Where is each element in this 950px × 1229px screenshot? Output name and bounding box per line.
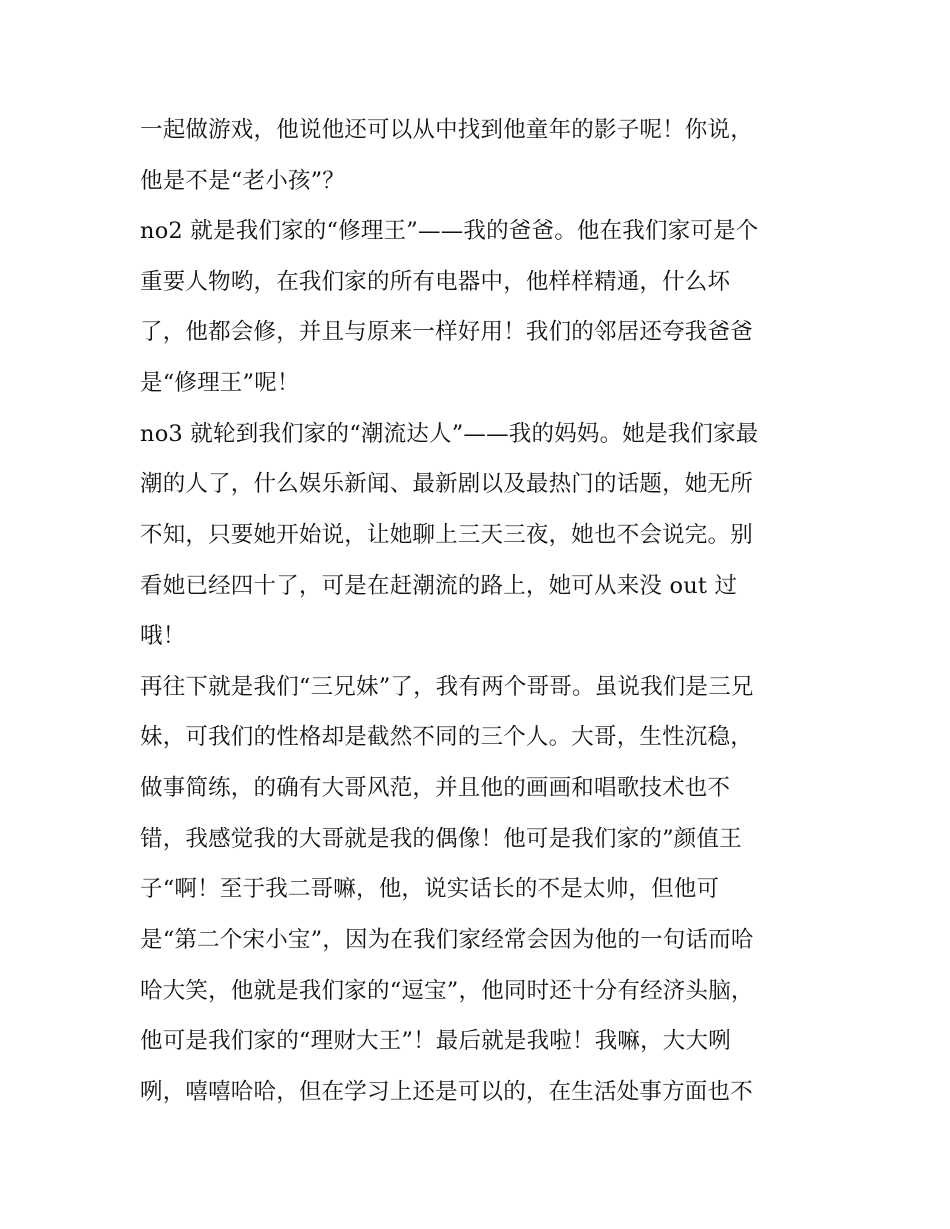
text-line-11: 哦！ <box>140 623 186 649</box>
text-line-18: 哈大笑，他就是我们家的“逗宝”，他同时还十分有经济头脑， <box>140 978 754 1004</box>
text-line-4: 重要人物哟，在我们家的所有电器中，他样样精通，什么坏 <box>140 269 731 295</box>
text-line-6: 是“修理王”呢！ <box>140 370 300 396</box>
text-line-9: 不知，只要她开始说，让她聊上三天三夜，她也不会说完。别 <box>140 522 753 548</box>
text-line-14: 做事简练，的确有大哥风范，并且他的画画和唱歌技术也不 <box>140 775 731 801</box>
text-line-7: no3 就轮到我们家的“潮流达人”——我的妈妈。她是我们家最 <box>140 421 759 447</box>
text-line-1: 一起做游戏，他说他还可以从中找到他童年的影子呢！你说， <box>140 117 753 143</box>
text-line-2: 他是不是“老小孩”？ <box>140 168 346 194</box>
text-line-20: 咧，嘻嘻哈哈，但在学习上还是可以的，在生活处事方面也不 <box>140 1079 753 1105</box>
text-line-3: no2 就是我们家的“修理王”——我的爸爸。他在我们家可是个 <box>140 218 759 244</box>
text-line-17: 是“第二个宋小宝”，因为在我们家经常会因为他的一句话而哈 <box>140 927 754 953</box>
text-line-10: 看她已经四十了，可是在赶潮流的路上，她可从来没 out 过 <box>140 573 738 599</box>
text-line-8: 潮的人了，什么娱乐新闻、最新剧以及最热门的话题，她无所 <box>140 471 753 497</box>
text-line-16: 子“啊！至于我二哥嘛，他，说实话长的不是太帅，但他可 <box>140 876 720 902</box>
text-line-12: 再往下就是我们“三兄妹”了，我有两个哥哥。虽说我们是三兄 <box>140 674 754 700</box>
text-line-15: 错，我感觉我的大哥就是我的偶像！他可是我们家的”颜值王 <box>140 826 742 852</box>
text-line-13: 妹，可我们的性格却是截然不同的三个人。大哥，生性沉稳， <box>140 724 753 750</box>
text-line-19: 他可是我们家的“理财大王”！最后就是我啦！我嘛，大大咧 <box>140 1028 731 1054</box>
text-line-5: 了，他都会修，并且与原来一样好用！我们的邻居还夸我爸爸 <box>140 319 753 345</box>
